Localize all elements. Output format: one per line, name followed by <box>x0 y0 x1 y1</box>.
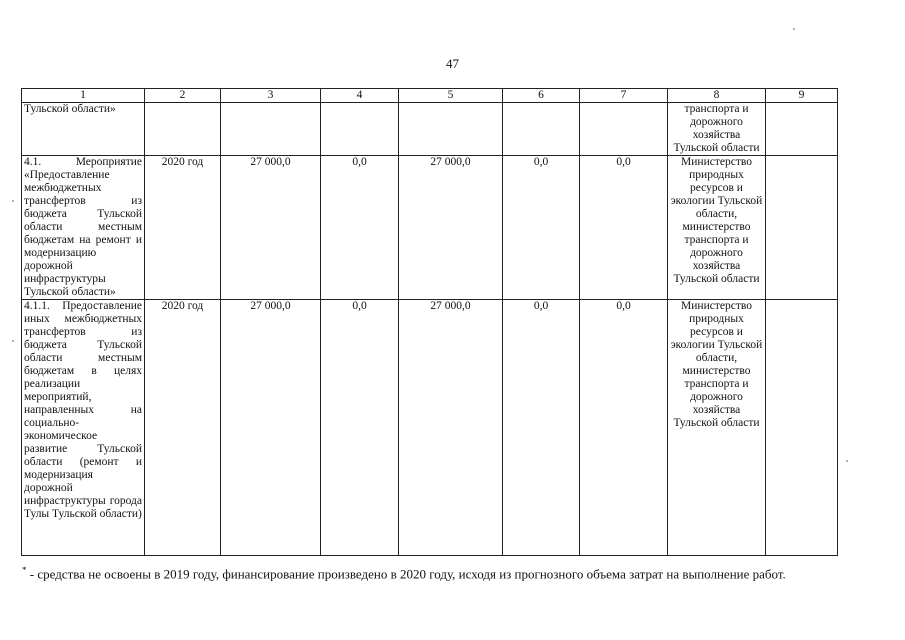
column-header: 6 <box>503 89 580 103</box>
data-table <box>21 88 838 556</box>
scan-speck <box>12 200 14 202</box>
table-cell <box>321 103 399 156</box>
column-header: 3 <box>221 89 321 103</box>
table-cell: 27 000,0 <box>399 156 503 300</box>
scan-speck <box>793 28 795 30</box>
table-cell <box>766 103 838 156</box>
table-cell: 4.1. Мероприятие «Предоставление межбюджетных трансфертов из бюджета Тульской области местным бюджетам на ремонт и модернизацию дорожной инфраструктуры Тульской области» <box>22 156 145 300</box>
table-cell: 0,0 <box>580 156 668 300</box>
footnote-text: - средства не освоены в 2019 году, финансирование произведено в 2020 году, исходя из прогнозного объема затрат на выполнение работ. <box>26 566 786 582</box>
column-header: 4 <box>321 89 399 103</box>
table-cell: 27 000,0 <box>399 300 503 556</box>
table-cell: Министерство природных ресурсов и экологии Тульской области, министерство транспорта и дорожного хозяйства Тульской области <box>668 300 766 556</box>
table-cell: 0,0 <box>503 300 580 556</box>
table-cell <box>221 103 321 156</box>
table-cell: 2020 год <box>145 156 221 300</box>
table-cell: Министерство природных ресурсов и экологии Тульской области, министерство транспорта и дорожного хозяйства Тульской области <box>668 156 766 300</box>
table-cell: 0,0 <box>321 156 399 300</box>
table-cell: 27 000,0 <box>221 156 321 300</box>
table-cell <box>766 156 838 300</box>
column-header: 8 <box>668 89 766 103</box>
scan-speck <box>846 460 848 462</box>
header-row <box>22 89 838 103</box>
column-header: 5 <box>399 89 503 103</box>
footnote-marker: * <box>22 565 27 575</box>
table-cell: 0,0 <box>321 300 399 556</box>
table-cell <box>580 103 668 156</box>
table-row <box>22 156 838 300</box>
column-header: 7 <box>580 89 668 103</box>
table-cell: 27 000,0 <box>221 300 321 556</box>
footnote <box>22 562 852 582</box>
table-cell <box>766 300 838 556</box>
table-cell <box>399 103 503 156</box>
table-row <box>22 300 838 556</box>
table-cell <box>145 103 221 156</box>
column-header: 2 <box>145 89 221 103</box>
table-cell: 2020 год <box>145 300 221 556</box>
table-row <box>22 103 838 156</box>
table-cell: Тульской области» <box>22 103 145 156</box>
column-header: 1 <box>22 89 145 103</box>
column-header: 9 <box>766 89 838 103</box>
table-cell: 0,0 <box>503 156 580 300</box>
table-cell: 0,0 <box>580 300 668 556</box>
page-number: 47 <box>446 56 459 71</box>
table-cell: транспорта и дорожного хозяйства Тульской области <box>668 103 766 156</box>
table-cell: 4.1.1. Предоставление иных межбюджетных трансфертов из бюджета Тульской области местным бюджетам в целях реализации мероприятий, направленных на социально-экономическое развитие Тульской области (ремонт и модернизация дорожной инфраструктуры города Тулы Тульской области) <box>22 300 145 556</box>
table-cell <box>503 103 580 156</box>
scan-speck <box>12 340 14 342</box>
